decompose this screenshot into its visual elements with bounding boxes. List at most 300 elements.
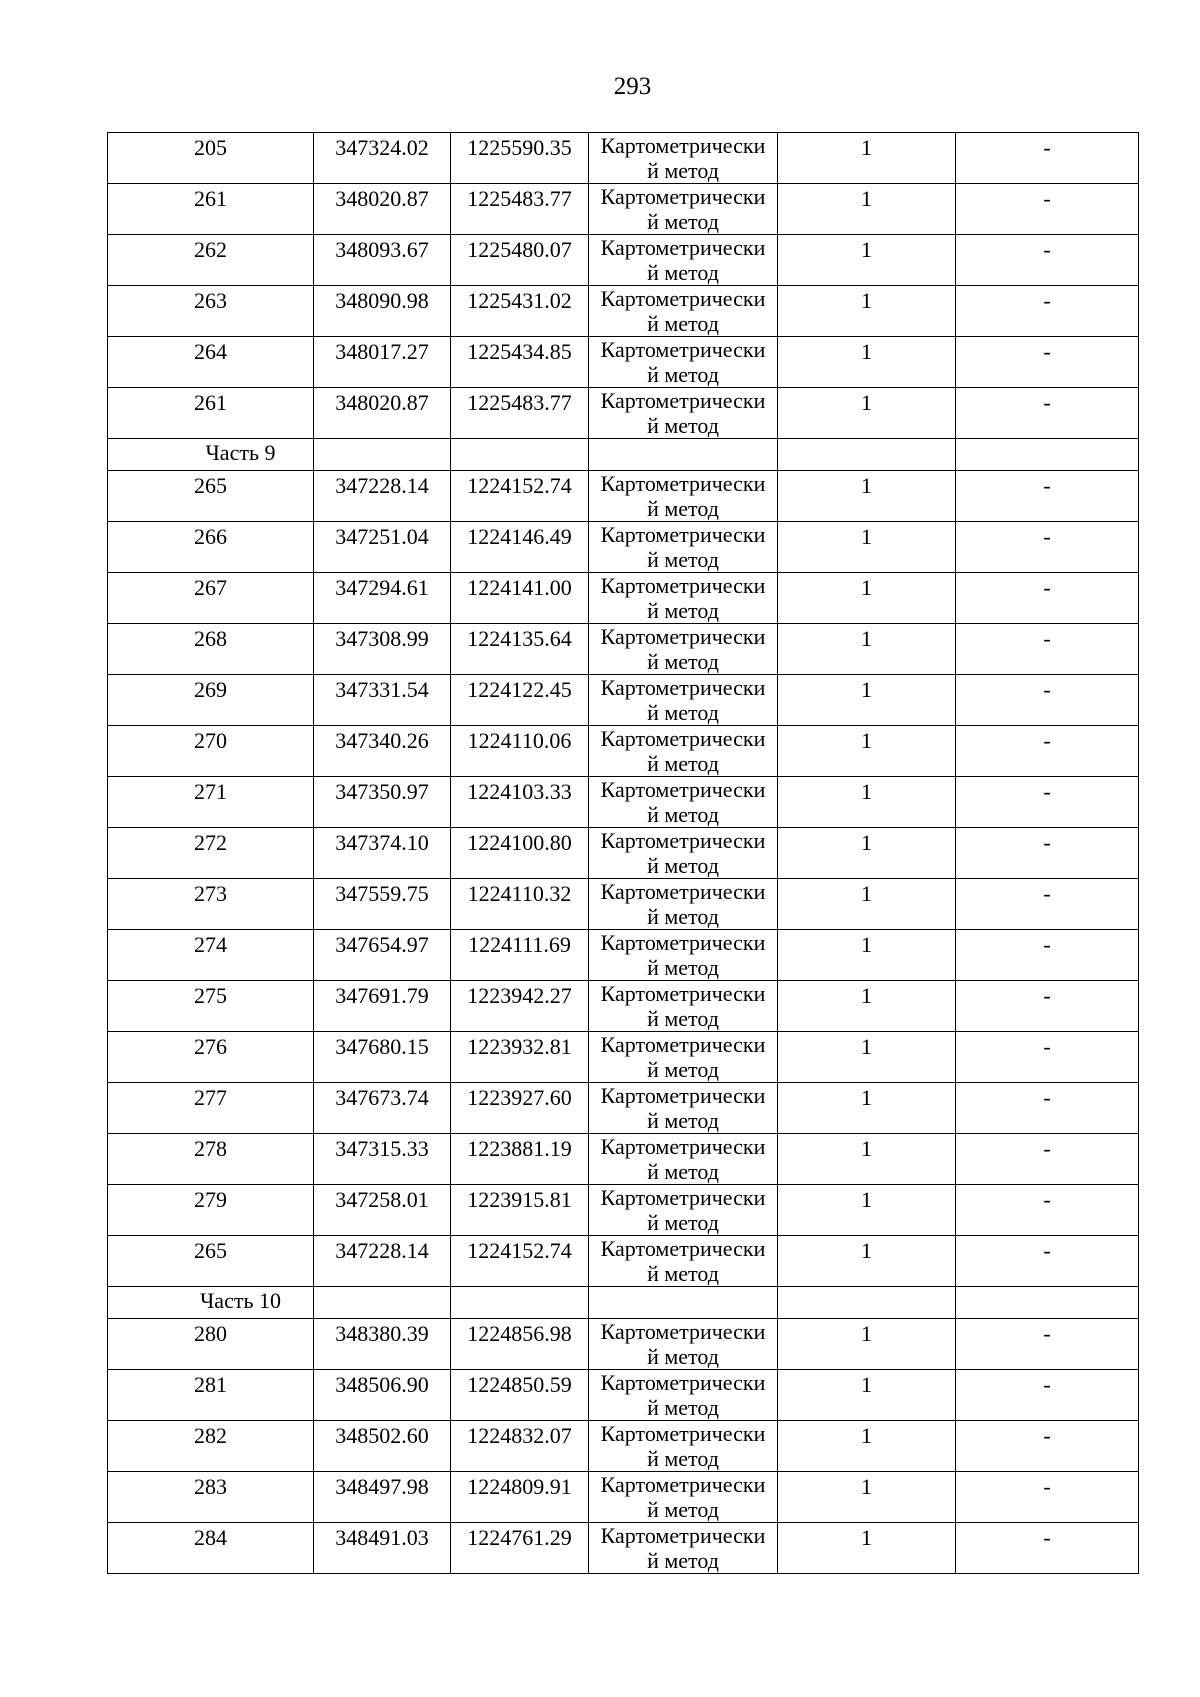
- note-value: -: [1043, 575, 1051, 600]
- x-coordinate-value: 347308.99: [335, 626, 429, 651]
- point-number-value: 269: [194, 677, 227, 702]
- y-coordinate-value: 1224122.45: [467, 677, 572, 702]
- y-coordinate-cell: [451, 1083, 589, 1134]
- accuracy-value: 1: [861, 728, 872, 753]
- x-coordinate-cell: [314, 286, 451, 337]
- point-number-value: 205: [194, 135, 227, 160]
- point-number-value: 282: [194, 1423, 227, 1448]
- note-cell: [956, 471, 1139, 522]
- point-number-value: 261: [194, 390, 227, 415]
- point-number-cell: [108, 1472, 314, 1523]
- x-coordinate-cell: [314, 184, 451, 235]
- accuracy-cell: [778, 184, 956, 235]
- x-coordinate-value: 348093.67: [335, 237, 429, 262]
- note-cell: [956, 1083, 1139, 1134]
- y-coordinate-cell: [451, 1236, 589, 1287]
- method-text-line-1: Картометрически: [600, 981, 766, 1006]
- y-coordinate-value: 1225590.35: [467, 135, 572, 160]
- method-text-line-1: Картометрически: [600, 675, 766, 700]
- note-value: -: [1043, 1321, 1051, 1346]
- y-coordinate-value: 1224856.98: [467, 1321, 572, 1346]
- note-value: -: [1043, 1187, 1051, 1212]
- y-coordinate-cell: [451, 1032, 589, 1083]
- point-number-value: 277: [194, 1085, 227, 1110]
- accuracy-cell: [778, 675, 956, 726]
- note-value: -: [1043, 1238, 1051, 1263]
- table-row: [108, 1370, 1139, 1421]
- accuracy-value: 1: [861, 575, 872, 600]
- method-cell: [589, 981, 778, 1032]
- table-row: [108, 184, 1139, 235]
- table-row: [108, 1472, 1139, 1523]
- method-text-line-2: й метод: [647, 1395, 719, 1420]
- accuracy-cell: [778, 777, 956, 828]
- x-coordinate-value: 347315.33: [335, 1136, 429, 1161]
- note-cell: [956, 1032, 1139, 1083]
- x-coordinate-value: 347228.14: [335, 473, 429, 498]
- y-coordinate-cell: [451, 471, 589, 522]
- point-number-value: 271: [194, 779, 227, 804]
- note-value: -: [1043, 135, 1051, 160]
- note-value: -: [1043, 932, 1051, 957]
- accuracy-value: 1: [861, 1525, 872, 1550]
- method-text-line-1: Картометрически: [600, 133, 766, 158]
- y-coordinate-value: 1225480.07: [467, 237, 572, 262]
- y-coordinate-value: 1224832.07: [467, 1423, 572, 1448]
- accuracy-value: 1: [861, 1423, 872, 1448]
- point-number-value: 262: [194, 237, 227, 262]
- point-number-cell: [108, 726, 314, 777]
- x-coordinate-value: 347691.79: [335, 983, 429, 1008]
- y-coordinate-value: 1225483.77: [467, 186, 572, 211]
- point-number-value: 265: [194, 1238, 227, 1263]
- point-number-cell: [108, 828, 314, 879]
- point-number-cell: [108, 1032, 314, 1083]
- note-cell: [956, 1236, 1139, 1287]
- x-coordinate-value: 347331.54: [335, 677, 429, 702]
- y-coordinate-value: 1224135.64: [467, 626, 572, 651]
- x-coordinate-value: 347324.02: [335, 135, 429, 160]
- method-text-line-1: Картометрически: [600, 573, 766, 598]
- note-cell: [956, 1472, 1139, 1523]
- note-value: -: [1043, 830, 1051, 855]
- method-text-line-2: й метод: [647, 1159, 719, 1184]
- point-number-value: 268: [194, 626, 227, 651]
- method-cell: [589, 1083, 778, 1134]
- note-cell: [956, 573, 1139, 624]
- point-number-cell: [108, 1083, 314, 1134]
- point-number-cell: [108, 1236, 314, 1287]
- point-number-cell: [108, 624, 314, 675]
- method-cell: [589, 1032, 778, 1083]
- y-coordinate-cell: [451, 1523, 589, 1574]
- y-coordinate-cell: [451, 1319, 589, 1370]
- method-text-line-2: й метод: [647, 1446, 719, 1471]
- coordinates-table: [107, 132, 1139, 1574]
- x-coordinate-value: 348020.87: [335, 186, 429, 211]
- note-value: -: [1043, 390, 1051, 415]
- x-coordinate-cell: [314, 1370, 451, 1421]
- accuracy-value: 1: [861, 1136, 872, 1161]
- note-value: -: [1043, 983, 1051, 1008]
- note-value: -: [1043, 1525, 1051, 1550]
- accuracy-cell: [778, 1236, 956, 1287]
- empty-cell: [451, 439, 589, 471]
- point-number-cell: [108, 981, 314, 1032]
- x-coordinate-value: 348506.90: [335, 1372, 429, 1397]
- point-number-value: 267: [194, 575, 227, 600]
- accuracy-value: 1: [861, 983, 872, 1008]
- table-row: [108, 1421, 1139, 1472]
- accuracy-cell: [778, 1319, 956, 1370]
- note-cell: [956, 777, 1139, 828]
- note-cell: [956, 184, 1139, 235]
- method-cell: [589, 471, 778, 522]
- method-cell: [589, 286, 778, 337]
- accuracy-value: 1: [861, 1085, 872, 1110]
- accuracy-value: 1: [861, 1321, 872, 1346]
- part-label-cell: [108, 439, 314, 471]
- note-cell: [956, 1319, 1139, 1370]
- table-row: [108, 1523, 1139, 1574]
- note-cell: [956, 337, 1139, 388]
- accuracy-cell: [778, 930, 956, 981]
- table-row: [108, 1032, 1139, 1083]
- y-coordinate-cell: [451, 828, 589, 879]
- method-cell: [589, 1421, 778, 1472]
- method-text-line-1: Картометрически: [600, 1472, 766, 1497]
- y-coordinate-value: 1223915.81: [467, 1187, 572, 1212]
- y-coordinate-cell: [451, 726, 589, 777]
- table-row: [108, 471, 1139, 522]
- x-coordinate-cell: [314, 471, 451, 522]
- accuracy-value: 1: [861, 288, 872, 313]
- y-coordinate-value: 1224110.32: [467, 881, 572, 906]
- x-coordinate-cell: [314, 573, 451, 624]
- point-number-value: 283: [194, 1474, 227, 1499]
- note-value: -: [1043, 1136, 1051, 1161]
- y-coordinate-value: 1224100.80: [467, 830, 572, 855]
- method-cell: [589, 1236, 778, 1287]
- method-cell: [589, 828, 778, 879]
- note-cell: [956, 930, 1139, 981]
- method-cell: [589, 388, 778, 439]
- x-coordinate-value: 347251.04: [335, 524, 429, 549]
- method-text-line-1: Картометрически: [600, 286, 766, 311]
- method-text-line-1: Картометрически: [600, 1236, 766, 1261]
- accuracy-value: 1: [861, 1474, 872, 1499]
- x-coordinate-value: 348090.98: [335, 288, 429, 313]
- accuracy-cell: [778, 388, 956, 439]
- method-cell: [589, 777, 778, 828]
- x-coordinate-cell: [314, 828, 451, 879]
- x-coordinate-cell: [314, 1421, 451, 1472]
- note-value: -: [1043, 339, 1051, 364]
- x-coordinate-cell: [314, 981, 451, 1032]
- y-coordinate-cell: [451, 573, 589, 624]
- point-number-cell: [108, 286, 314, 337]
- note-cell: [956, 235, 1139, 286]
- method-text-line-1: Картометрически: [600, 1032, 766, 1057]
- method-text-line-1: Картометрически: [600, 624, 766, 649]
- method-text-line-1: Картометрически: [600, 1370, 766, 1395]
- point-number-value: 276: [194, 1034, 227, 1059]
- method-text-line-2: й метод: [647, 1344, 719, 1369]
- method-cell: [589, 1319, 778, 1370]
- accuracy-value: 1: [861, 1238, 872, 1263]
- x-coordinate-cell: [314, 337, 451, 388]
- accuracy-cell: [778, 1134, 956, 1185]
- x-coordinate-value: 348017.27: [335, 339, 429, 364]
- accuracy-value: 1: [861, 932, 872, 957]
- note-value: -: [1043, 1423, 1051, 1448]
- x-coordinate-cell: [314, 624, 451, 675]
- point-number-value: 278: [194, 1136, 227, 1161]
- note-value: -: [1043, 1474, 1051, 1499]
- y-coordinate-cell: [451, 981, 589, 1032]
- x-coordinate-cell: [314, 879, 451, 930]
- point-number-value: 261: [194, 186, 227, 211]
- method-cell: [589, 184, 778, 235]
- point-number-cell: [108, 1134, 314, 1185]
- method-text-line-1: Картометрически: [600, 337, 766, 362]
- table-row: [108, 1083, 1139, 1134]
- note-value: -: [1043, 1034, 1051, 1059]
- note-value: -: [1043, 779, 1051, 804]
- table-row: [108, 828, 1139, 879]
- accuracy-cell: [778, 1370, 956, 1421]
- method-text-line-1: Картометрически: [600, 1134, 766, 1159]
- method-cell: [589, 573, 778, 624]
- point-number-value: 273: [194, 881, 227, 906]
- part-header-row: [108, 1287, 1139, 1319]
- accuracy-value: 1: [861, 1187, 872, 1212]
- table-row: [108, 1134, 1139, 1185]
- y-coordinate-cell: [451, 879, 589, 930]
- x-coordinate-value: 348502.60: [335, 1423, 429, 1448]
- y-coordinate-value: 1225434.85: [467, 339, 572, 364]
- y-coordinate-value: 1224110.06: [467, 728, 572, 753]
- method-text-line-2: й метод: [647, 1548, 719, 1573]
- point-number-value: 266: [194, 524, 227, 549]
- accuracy-value: 1: [861, 626, 872, 651]
- method-text-line-1: Картометрически: [600, 726, 766, 751]
- method-text-line-2: й метод: [647, 1108, 719, 1133]
- note-value: -: [1043, 881, 1051, 906]
- accuracy-value: 1: [861, 390, 872, 415]
- y-coordinate-value: 1224761.29: [467, 1525, 572, 1550]
- y-coordinate-value: 1224152.74: [467, 1238, 572, 1263]
- method-text-line-1: Картометрически: [600, 1523, 766, 1548]
- x-coordinate-value: 347294.61: [335, 575, 429, 600]
- accuracy-value: 1: [861, 881, 872, 906]
- accuracy-value: 1: [861, 135, 872, 160]
- method-text-line-2: й метод: [647, 311, 719, 336]
- x-coordinate-value: 348491.03: [335, 1525, 429, 1550]
- y-coordinate-cell: [451, 133, 589, 184]
- x-coordinate-cell: [314, 1185, 451, 1236]
- y-coordinate-value: 1223927.60: [467, 1085, 572, 1110]
- accuracy-cell: [778, 726, 956, 777]
- point-number-cell: [108, 522, 314, 573]
- method-text-line-2: й метод: [647, 209, 719, 234]
- table-row: [108, 726, 1139, 777]
- y-coordinate-value: 1223881.19: [467, 1136, 572, 1161]
- y-coordinate-value: 1225483.77: [467, 390, 572, 415]
- y-coordinate-cell: [451, 235, 589, 286]
- y-coordinate-cell: [451, 337, 589, 388]
- table-row: [108, 777, 1139, 828]
- method-text-line-2: й метод: [647, 751, 719, 776]
- y-coordinate-cell: [451, 184, 589, 235]
- method-cell: [589, 235, 778, 286]
- y-coordinate-value: 1224141.00: [467, 575, 572, 600]
- accuracy-cell: [778, 471, 956, 522]
- y-coordinate-cell: [451, 675, 589, 726]
- table-row: [108, 286, 1139, 337]
- y-coordinate-cell: [451, 286, 589, 337]
- x-coordinate-cell: [314, 726, 451, 777]
- accuracy-cell: [778, 337, 956, 388]
- point-number-value: 281: [194, 1372, 227, 1397]
- note-value: -: [1043, 677, 1051, 702]
- x-coordinate-cell: [314, 235, 451, 286]
- point-number-cell: [108, 133, 314, 184]
- point-number-value: 264: [194, 339, 227, 364]
- method-text-line-1: Картометрически: [600, 1185, 766, 1210]
- accuracy-cell: [778, 624, 956, 675]
- y-coordinate-value: 1224809.91: [467, 1474, 572, 1499]
- part-header-row: [108, 439, 1139, 471]
- method-text-line-2: й метод: [647, 1261, 719, 1286]
- y-coordinate-cell: [451, 388, 589, 439]
- point-number-cell: [108, 1319, 314, 1370]
- y-coordinate-value: 1225431.02: [467, 288, 572, 313]
- method-text-line-1: Картометрически: [600, 1421, 766, 1446]
- method-text-line-2: й метод: [647, 802, 719, 827]
- table-row: [108, 1185, 1139, 1236]
- accuracy-cell: [778, 1523, 956, 1574]
- x-coordinate-cell: [314, 930, 451, 981]
- accuracy-cell: [778, 1472, 956, 1523]
- method-cell: [589, 675, 778, 726]
- empty-cell: [314, 439, 451, 471]
- method-cell: [589, 1185, 778, 1236]
- y-coordinate-cell: [451, 1472, 589, 1523]
- table-row: [108, 573, 1139, 624]
- method-cell: [589, 726, 778, 777]
- method-cell: [589, 133, 778, 184]
- point-number-value: 275: [194, 983, 227, 1008]
- accuracy-cell: [778, 1421, 956, 1472]
- note-cell: [956, 1421, 1139, 1472]
- table-row: [108, 522, 1139, 573]
- method-text-line-2: й метод: [647, 598, 719, 623]
- method-text-line-1: Картометрически: [600, 777, 766, 802]
- empty-cell: [956, 439, 1139, 471]
- method-text-line-2: й метод: [647, 496, 719, 521]
- point-number-cell: [108, 573, 314, 624]
- method-text-line-2: й метод: [647, 955, 719, 980]
- y-coordinate-cell: [451, 1421, 589, 1472]
- y-coordinate-cell: [451, 1134, 589, 1185]
- x-coordinate-cell: [314, 675, 451, 726]
- note-value: -: [1043, 524, 1051, 549]
- table-row: [108, 981, 1139, 1032]
- point-number-cell: [108, 777, 314, 828]
- y-coordinate-value: 1224850.59: [467, 1372, 572, 1397]
- x-coordinate-value: 347258.01: [335, 1187, 429, 1212]
- x-coordinate-cell: [314, 1236, 451, 1287]
- point-number-cell: [108, 337, 314, 388]
- accuracy-cell: [778, 235, 956, 286]
- method-cell: [589, 930, 778, 981]
- note-cell: [956, 624, 1139, 675]
- method-cell: [589, 1370, 778, 1421]
- accuracy-value: 1: [861, 186, 872, 211]
- note-value: -: [1043, 237, 1051, 262]
- x-coordinate-cell: [314, 522, 451, 573]
- table-row: [108, 675, 1139, 726]
- point-number-value: 265: [194, 473, 227, 498]
- method-text-line-2: й метод: [647, 362, 719, 387]
- page-number: 293: [613, 73, 652, 100]
- x-coordinate-value: 347680.15: [335, 1034, 429, 1059]
- x-coordinate-cell: [314, 1134, 451, 1185]
- method-text-line-2: й метод: [647, 649, 719, 674]
- empty-cell: [589, 1287, 778, 1319]
- x-coordinate-value: 348020.87: [335, 390, 429, 415]
- y-coordinate-cell: [451, 930, 589, 981]
- method-cell: [589, 1472, 778, 1523]
- method-text-line-1: Картометрически: [600, 879, 766, 904]
- note-cell: [956, 1185, 1139, 1236]
- method-text-line-1: Картометрически: [600, 184, 766, 209]
- x-coordinate-cell: [314, 1523, 451, 1574]
- x-coordinate-cell: [314, 1319, 451, 1370]
- note-cell: [956, 675, 1139, 726]
- method-cell: [589, 879, 778, 930]
- method-text-line-2: й метод: [647, 1497, 719, 1522]
- point-number-value: 280: [194, 1321, 227, 1346]
- method-cell: [589, 522, 778, 573]
- note-cell: [956, 879, 1139, 930]
- x-coordinate-value: 347350.97: [335, 779, 429, 804]
- accuracy-cell: [778, 133, 956, 184]
- method-text-line-2: й метод: [647, 547, 719, 572]
- method-text-line-1: Картометрически: [600, 930, 766, 955]
- y-coordinate-value: 1224103.33: [467, 779, 572, 804]
- method-cell: [589, 1523, 778, 1574]
- part-label-cell: [108, 1287, 314, 1319]
- point-number-value: 274: [194, 932, 227, 957]
- point-number-value: 270: [194, 728, 227, 753]
- y-coordinate-cell: [451, 522, 589, 573]
- accuracy-value: 1: [861, 524, 872, 549]
- y-coordinate-value: 1224146.49: [467, 524, 572, 549]
- accuracy-value: 1: [861, 779, 872, 804]
- accuracy-value: 1: [861, 1372, 872, 1397]
- method-text-line-1: Картометрически: [600, 235, 766, 260]
- method-text-line-2: й метод: [647, 904, 719, 929]
- part-label: Часть 10: [200, 1288, 281, 1313]
- method-text-line-2: й метод: [647, 700, 719, 725]
- point-number-cell: [108, 1185, 314, 1236]
- point-number-cell: [108, 235, 314, 286]
- method-text-line-2: й метод: [647, 413, 719, 438]
- method-text-line-2: й метод: [647, 1006, 719, 1031]
- x-coordinate-cell: [314, 133, 451, 184]
